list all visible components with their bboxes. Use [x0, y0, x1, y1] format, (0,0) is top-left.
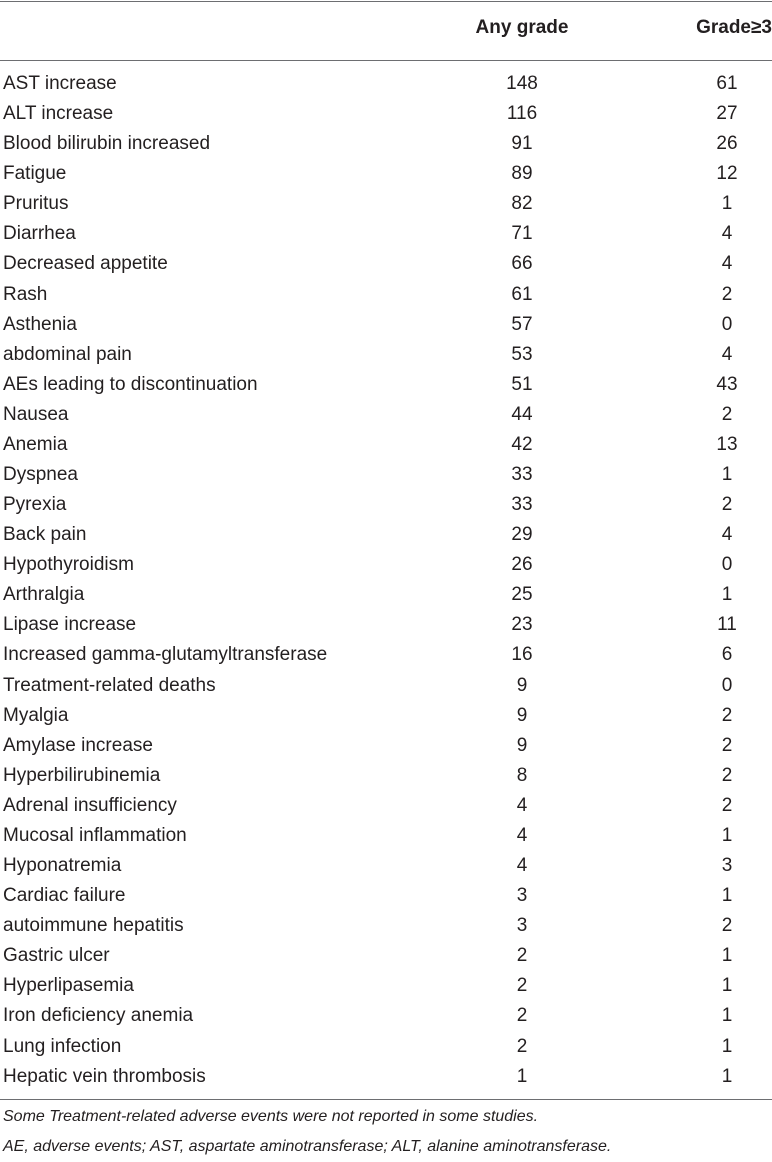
adverse-event-name: Pruritus [3, 193, 69, 215]
grade-3-plus-count: 2 [721, 764, 733, 786]
any-grade-count: 4 [516, 824, 528, 846]
grade-3-plus-count: 4 [721, 343, 733, 365]
adverse-event-name: Iron deficiency anemia [3, 1005, 194, 1027]
table-row [0, 159, 772, 189]
grade-3-plus-count: 1 [721, 1005, 733, 1027]
adverse-event-name: Rash [3, 283, 48, 305]
adverse-event-name: Lipase increase [3, 614, 137, 636]
any-grade-count: 116 [506, 103, 538, 125]
adverse-event-name: Blood bilirubin increased [3, 133, 211, 155]
table-row [0, 249, 772, 279]
any-grade-count: 71 [511, 223, 533, 245]
any-grade-count: 61 [511, 283, 533, 305]
table-row [0, 911, 772, 941]
table-row [0, 219, 772, 249]
adverse-event-name: Back pain [3, 524, 87, 546]
grade-3-plus-count: 13 [716, 433, 738, 455]
any-grade-count: 2 [516, 1035, 528, 1057]
table-row [0, 731, 772, 761]
adverse-event-name: Myalgia [3, 704, 69, 726]
grade-3-plus-count: 2 [721, 704, 733, 726]
any-grade-count: 3 [516, 915, 528, 937]
adverse-event-name: Fatigue [3, 163, 67, 185]
adverse-event-name: Gastric ulcer [3, 945, 110, 967]
header-rule [0, 60, 772, 61]
adverse-event-name: Increased gamma-glutamyltransferase [3, 644, 328, 666]
grade-3-plus-count: 4 [721, 223, 733, 245]
any-grade-count: 42 [511, 433, 533, 455]
table-row [0, 791, 772, 821]
any-grade-count: 4 [516, 855, 528, 877]
adverse-event-name: Adrenal insufficiency [3, 794, 177, 816]
adverse-event-name: Hyponatremia [3, 855, 122, 877]
table-bottom-rule [0, 1099, 772, 1100]
header-any-grade: Any grade [475, 17, 569, 38]
any-grade-count: 44 [511, 403, 533, 425]
adverse-event-name: Lung infection [3, 1035, 122, 1057]
adverse-event-name: Hepatic vein thrombosis [3, 1065, 206, 1087]
table-row [0, 69, 772, 99]
grade-3-plus-count: 12 [716, 163, 738, 185]
any-grade-count: 33 [511, 494, 533, 516]
any-grade-count: 1 [516, 1065, 528, 1087]
grade-3-plus-count: 2 [721, 403, 733, 425]
any-grade-count: 82 [511, 193, 533, 215]
table-row [0, 460, 772, 490]
grade-3-plus-count: 6 [721, 644, 733, 666]
any-grade-count: 3 [516, 885, 528, 907]
adverse-event-name: AST increase [3, 73, 117, 94]
adverse-event-name: Diarrhea [3, 223, 76, 245]
table-row [0, 701, 772, 731]
any-grade-count: 89 [511, 163, 533, 185]
adverse-event-name: Dyspnea [3, 464, 78, 486]
adverse-event-name: Mucosal inflammation [3, 824, 187, 846]
adverse-event-name: Arthralgia [3, 584, 85, 606]
grade-3-plus-count: 43 [716, 373, 738, 395]
any-grade-count: 9 [516, 704, 528, 726]
grade-3-plus-count: 1 [721, 885, 733, 907]
grade-3-plus-count: 1 [721, 584, 733, 606]
any-grade-count: 25 [511, 584, 533, 606]
grade-3-plus-count: 1 [721, 824, 733, 846]
any-grade-count: 9 [516, 674, 528, 696]
grade-3-plus-count: 1 [721, 1035, 733, 1057]
grade-3-plus-count: 61 [716, 73, 738, 94]
adverse-event-name: Treatment-related deaths [3, 674, 216, 696]
table-row [0, 610, 772, 640]
table-row [0, 99, 772, 129]
adverse-event-name: ALT increase [3, 103, 114, 125]
any-grade-count: 23 [511, 614, 533, 636]
table-row [0, 1062, 772, 1092]
any-grade-count: 57 [511, 313, 533, 335]
grade-3-plus-count: 1 [721, 464, 733, 486]
grade-3-plus-count: 4 [721, 524, 733, 546]
table-row [0, 280, 772, 310]
table-row [0, 1032, 772, 1062]
table-row [0, 310, 772, 340]
adverse-event-name: Cardiac failure [3, 885, 126, 907]
adverse-event-name: Anemia [3, 433, 68, 455]
grade-3-plus-count: 11 [717, 614, 737, 636]
adverse-event-name: Asthenia [3, 313, 77, 335]
grade-3-plus-count: 2 [721, 734, 733, 756]
header-grade-3-plus: Grade≥3 [696, 17, 772, 38]
grade-3-plus-count: 0 [721, 313, 733, 335]
table-row [0, 520, 772, 550]
adverse-event-name: abdominal pain [3, 343, 132, 365]
adverse-event-name: Nausea [3, 403, 69, 425]
table-row [0, 671, 772, 701]
adverse-event-name: Pyrexia [3, 494, 67, 516]
any-grade-count: 8 [516, 764, 528, 786]
any-grade-count: 29 [511, 524, 533, 546]
table-row [0, 640, 772, 670]
any-grade-count: 91 [511, 133, 533, 155]
grade-3-plus-count: 1 [721, 193, 733, 215]
footnote-abbreviations: AE, adverse events; AST, aspartate aminotransferase; ALT, alanine aminotransferase. [3, 1138, 612, 1155]
table-row [0, 550, 772, 580]
table-row [0, 761, 772, 791]
table-row [0, 340, 772, 370]
table-row [0, 941, 772, 971]
table-row [0, 129, 772, 159]
grade-3-plus-count: 1 [721, 945, 733, 967]
grade-3-plus-count: 1 [721, 1065, 733, 1087]
table-row [0, 851, 772, 881]
table-row [0, 1001, 772, 1031]
any-grade-count: 51 [511, 373, 533, 395]
any-grade-count: 33 [511, 464, 533, 486]
grade-3-plus-count: 0 [721, 674, 733, 696]
table-row [0, 580, 772, 610]
any-grade-count: 148 [506, 73, 538, 94]
any-grade-count: 2 [516, 975, 528, 997]
grade-3-plus-count: 27 [716, 103, 738, 125]
grade-3-plus-count: 2 [721, 794, 733, 816]
table-row [0, 971, 772, 1001]
adverse-event-name: Hyperlipasemia [3, 975, 134, 997]
any-grade-count: 2 [516, 945, 528, 967]
adverse-event-name: Decreased appetite [3, 253, 168, 275]
grade-3-plus-count: 26 [716, 133, 738, 155]
any-grade-count: 66 [511, 253, 533, 275]
table-row [0, 370, 772, 400]
adverse-event-name: Amylase increase [3, 734, 153, 756]
footnote-unreported: Some Treatment-related adverse events were not reported in some studies. [3, 1108, 539, 1125]
adverse-event-name: autoimmune hepatitis [3, 915, 184, 937]
adverse-event-name: Hypothyroidism [3, 554, 134, 576]
grade-3-plus-count: 4 [721, 253, 733, 275]
grade-3-plus-count: 1 [721, 975, 733, 997]
any-grade-count: 4 [516, 794, 528, 816]
any-grade-count: 53 [511, 343, 533, 365]
table-row [0, 189, 772, 219]
any-grade-count: 9 [516, 734, 528, 756]
adverse-event-name: AEs leading to discontinuation [3, 373, 258, 395]
table-row [0, 430, 772, 460]
table-row [0, 881, 772, 911]
table-row [0, 490, 772, 520]
any-grade-count: 26 [511, 554, 533, 576]
grade-3-plus-count: 2 [721, 283, 733, 305]
grade-3-plus-count: 3 [721, 855, 733, 877]
grade-3-plus-count: 0 [721, 554, 733, 576]
table-top-rule [0, 1, 772, 2]
any-grade-count: 2 [516, 1005, 528, 1027]
grade-3-plus-count: 2 [721, 915, 733, 937]
grade-3-plus-count: 2 [721, 494, 733, 516]
adverse-event-name: Hyperbilirubinemia [3, 764, 161, 786]
table-body [0, 69, 772, 1092]
table-row [0, 821, 772, 851]
table-row [0, 400, 772, 430]
any-grade-count: 16 [511, 644, 533, 666]
